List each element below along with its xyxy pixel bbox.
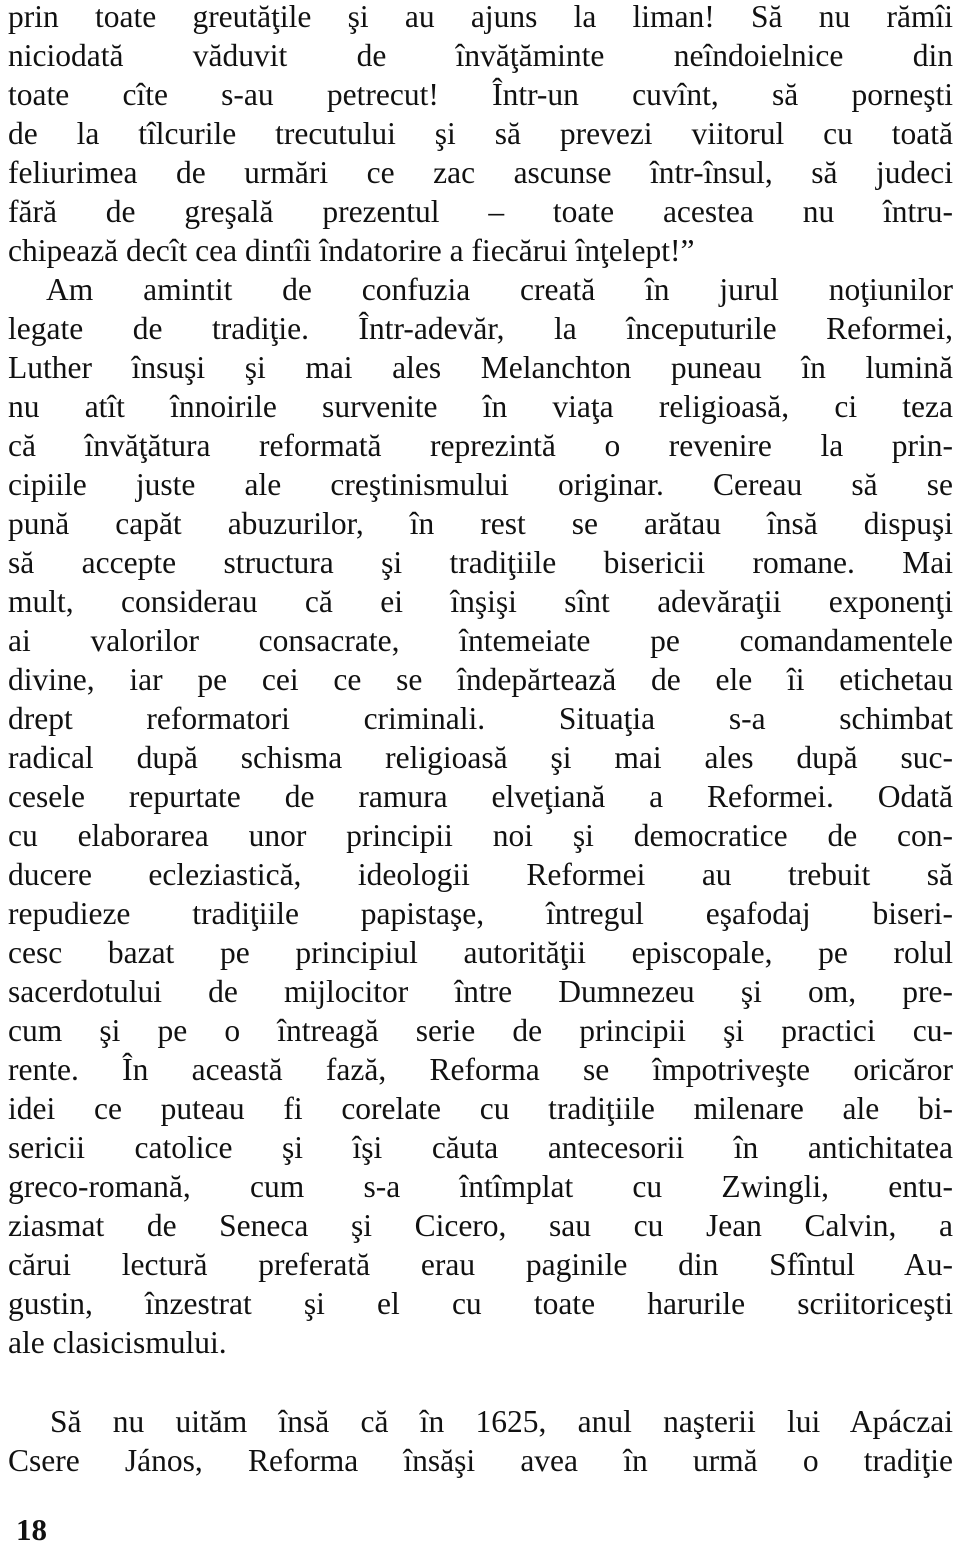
- text-line: radical după schisma religioasă şi mai ales după suc-: [8, 740, 953, 775]
- text-line: Csere János, Reforma însăşi avea în urmă o tradiţie: [8, 1443, 953, 1478]
- text-line: legate de tradiţie. Într-adevăr, la începuturile Reformei,: [8, 311, 953, 346]
- text-line: rente. În această fază, Reforma se împotriveşte oricăror: [8, 1052, 953, 1087]
- text-line: feliurimea de urmări ce zac ascunse într-însul, să judeci: [8, 155, 953, 190]
- paragraph-3: [8, 1402, 953, 1480]
- text-line: pună capăt abuzurilor, în rest se arătau însă dispuşi: [8, 506, 953, 541]
- text-line: cesc bazat pe principiul autorităţii episcopale, pe rolul: [8, 935, 953, 970]
- text-line: sacerdotului de mijlocitor între Dumnezeu şi om, pre-: [8, 974, 953, 1009]
- text-line: mult, considerau că ei înşişi sînt adevăraţii exponenţi: [8, 584, 953, 619]
- paragraph-gap: [8, 1362, 953, 1402]
- text-line: toate cîte s-au petrecut! Într-un cuvînt, să porneşti: [8, 77, 953, 112]
- text-line: Am amintit de confuzia creată în jurul noţiunilor: [46, 272, 953, 307]
- text-line: divine, iar pe cei ce se îndepărtează de ele îi etichetau: [8, 662, 953, 697]
- text-line: cărui lectură preferată erau paginile din Sfîntul Au-: [8, 1247, 953, 1282]
- text-line: nu atît înnoirile survenite în viaţa religioasă, ci teza: [8, 389, 953, 424]
- text-line: fără de greşală prezentul – toate acestea nu întru-: [8, 194, 953, 229]
- text-line: cesele repurtate de ramura elveţiană a Reformei. Odată: [8, 779, 953, 814]
- text-line: cipiile juste ale creştinismului originar. Cereau să se: [8, 467, 953, 502]
- text-line: de la tîlcurile trecutului şi să prevezi viitorul cu toată: [8, 116, 953, 151]
- text-line: ai valorilor consacrate, întemeiate pe comandamentele: [8, 623, 953, 658]
- text-line: ziasmat de Seneca şi Cicero, sau cu Jean Calvin, a: [8, 1208, 953, 1243]
- text-line: repudieze tradiţiile papistaşe, întregul eşafodaj biseri-: [8, 896, 953, 931]
- text-line: Să nu uităm însă că în 1625, anul naşterii lui Apáczai: [50, 1404, 953, 1439]
- text-line: Luther însuşi şi mai ales Melanchton puneau în lumină: [8, 350, 953, 385]
- paragraph-1: [8, 0, 953, 270]
- page-number: 18: [16, 1512, 47, 1547]
- text-line: niciodată văduvit de învăţăminte neîndoielnice din: [8, 38, 953, 73]
- page-text: [8, 0, 953, 1480]
- paragraph-2: [8, 270, 953, 1362]
- text-line: ducere ecleziastică, ideologii Reformei au trebuit să: [8, 857, 953, 892]
- text-line: idei ce puteau fi corelate cu tradiţiile milenare ale bi-: [8, 1091, 953, 1126]
- text-line: cum şi pe o întreagă serie de principii şi practici cu-: [8, 1013, 953, 1048]
- text-line: chipează decît cea dintîi îndatorire a fiecărui înţelept!”: [8, 233, 695, 268]
- text-line: cu elaborarea unor principii noi şi democratice de con-: [8, 818, 953, 853]
- text-line: prin toate greutăţile şi au ajuns la liman! Să nu rămîi: [8, 0, 953, 34]
- text-line: că învăţătura reformată reprezintă o revenire la prin-: [8, 428, 953, 463]
- text-line: gustin, înzestrat şi el cu toate harurile scriitoriceşti: [8, 1286, 953, 1321]
- text-line: sericii catolice şi îşi căuta antecesorii în antichitatea: [8, 1130, 953, 1165]
- text-line: să accepte structura şi tradiţiile bisericii romane. Mai: [8, 545, 953, 580]
- text-line: drept reformatori criminali. Situaţia s-a schimbat: [8, 701, 953, 736]
- text-line: ale clasicismului.: [8, 1325, 227, 1360]
- text-line: greco-romană, cum s-a întîmplat cu Zwingli, entu-: [8, 1169, 953, 1204]
